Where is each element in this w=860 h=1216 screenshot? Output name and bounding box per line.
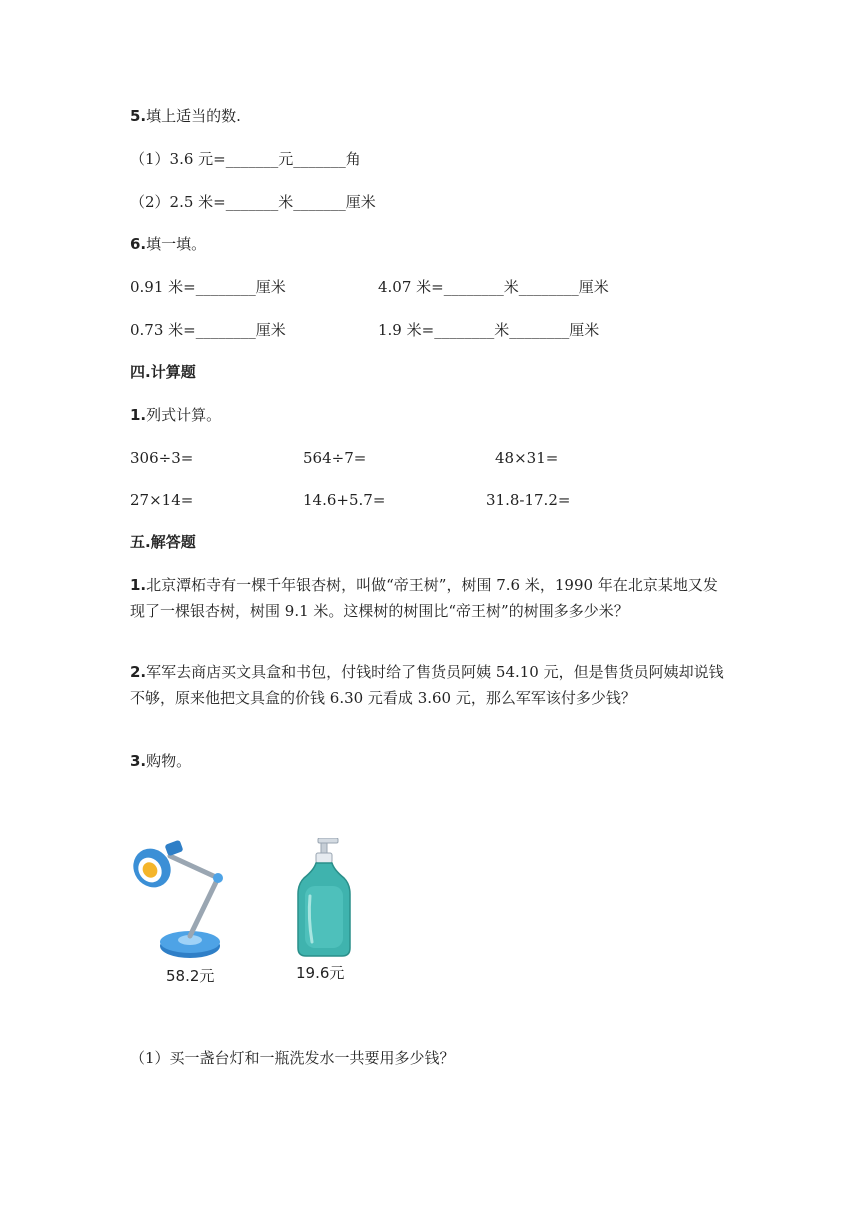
q6-number: 6. [130,235,147,253]
calc-31.8-minus-17.2: 31.8-17.2= [486,491,571,509]
section4-heading: 四.计算题 [130,363,196,381]
calc-14.6-plus-5.7: 14.6+5.7= [303,491,386,509]
q6-right-1: 4.07 米=________米________厘米 [378,278,609,296]
s5-q3-sub1: （1）买一盏台灯和一瓶洗发水一共要用多少钱？ [130,1049,455,1067]
q6-title [130,234,206,254]
q6-right-2: 1.9 米=________米________厘米 [378,321,600,339]
s5-q2-text: 军军去商店买文具盒和书包，付钱时给了售货员阿姨 54.10 元，但是售货员阿姨却说钱不够，原来他把文具盒的价钱 6.30 元看成 3.60 元，那么军军该付多少钱？ [130,663,724,707]
s5-q3-number: 3. [130,752,147,770]
desk-lamp-image [128,828,238,968]
q6-left-2: 0.73 米=________厘米 [130,321,286,339]
s5-q2-paragraph [130,659,730,711]
section5-heading: 五.解答题 [130,533,196,551]
calc-564-div-7: 564÷7= [303,449,367,467]
q5-title [130,106,241,126]
q5-number: 5. [130,107,147,125]
calc-306-div-3: 306÷3= [130,449,194,467]
s4-q1-number: 1. [130,406,147,424]
q6-title-text: 填一填。 [146,235,207,253]
lamp-price: 58.2元 [166,967,215,985]
s5-q2-number: 2. [130,663,147,681]
shampoo-price: 19.6元 [296,964,345,982]
s4-q1-title [130,405,221,425]
s5-q1-text: 北京潭柘寺有一棵千年银杏树，叫做“帝王树”，树围 7.6 米，1990 年在北京某地又发现了一棵银杏树，树围 9.1 米。这棵树的树围比“帝王树”的树围多多少米？ [130,576,718,620]
s5-q3-title [130,751,191,771]
s5-q1-number: 1. [130,576,147,594]
q5-title-text: 填上适当的数. [146,107,241,125]
q5-item-2: （2）2.5 米=_______米_______厘米 [130,193,376,211]
s5-q3-title-text: 购物。 [146,752,192,770]
s5-q1-paragraph [130,572,730,624]
q6-left-1: 0.91 米=________厘米 [130,278,286,296]
q5-item-1: （1）3.6 元=_______元_______角 [130,150,361,168]
s4-q1-title-text: 列式计算。 [146,406,222,424]
calc-48-times-31: 48×31= [495,449,559,467]
calc-27-times-14: 27×14= [130,491,194,509]
shampoo-bottle-image [294,838,354,958]
